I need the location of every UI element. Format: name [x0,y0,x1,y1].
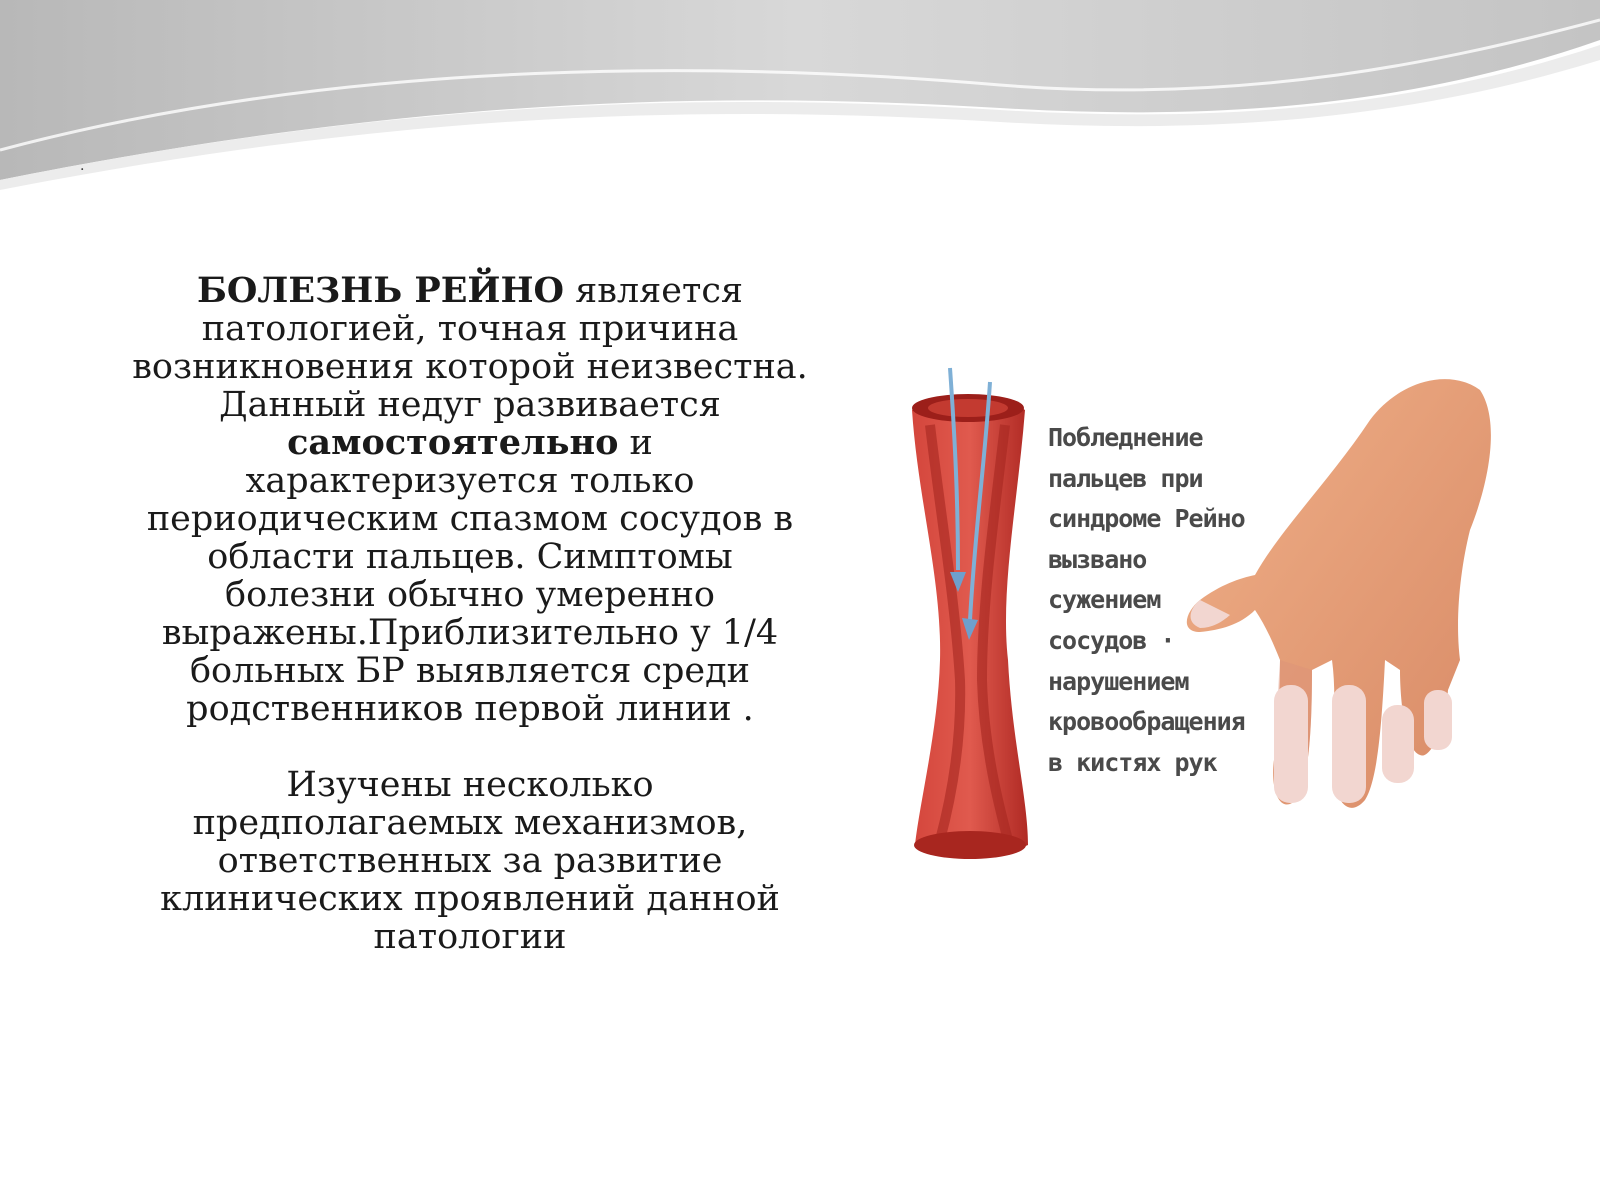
stray-dot: . [80,158,85,174]
caption-line: Побледнение [1048,423,1203,452]
caption-line: пальцев при [1048,463,1203,493]
caption-line: вызвано [1048,544,1147,574]
header-wave-decoration [0,0,1600,200]
term-independently: самостоятельно [287,422,619,463]
paragraph-1-part-2: и характеризуется только периодическим спазмом сосудов в области пальцев. Симптомы болезни обычно умеренно выражены.Приблизительно у 1/4 больных БР выявляется среди родственников первой линии . [146,423,794,729]
paragraph-2: Изучены несколько предполагаемых механизмов, ответственных за развитие клинических проявлений данной патологии [160,765,780,957]
term-raynaud-disease: БОЛЕЗНЬ РЕЙНО [196,270,565,311]
caption-line: сужением [1048,585,1161,615]
pale-finger-4 [1424,690,1452,750]
pale-finger-2 [1332,685,1366,803]
paragraph-1 [130,272,810,728]
caption-line: в кистях рук [1048,747,1217,777]
paragraph-1-part-1: является патологией, точная причина возникновения которой неизвестна. Данный недуг развивается [132,271,808,425]
caption-line: кровообращения [1048,707,1245,737]
main-text [130,272,810,956]
pale-finger-3 [1382,705,1414,783]
caption-line: нарушением [1048,666,1189,696]
caption-line: сосудов · [1048,625,1175,655]
caption-line: синдроме Рейно [1048,504,1245,534]
illustration-caption [1048,418,1308,783]
